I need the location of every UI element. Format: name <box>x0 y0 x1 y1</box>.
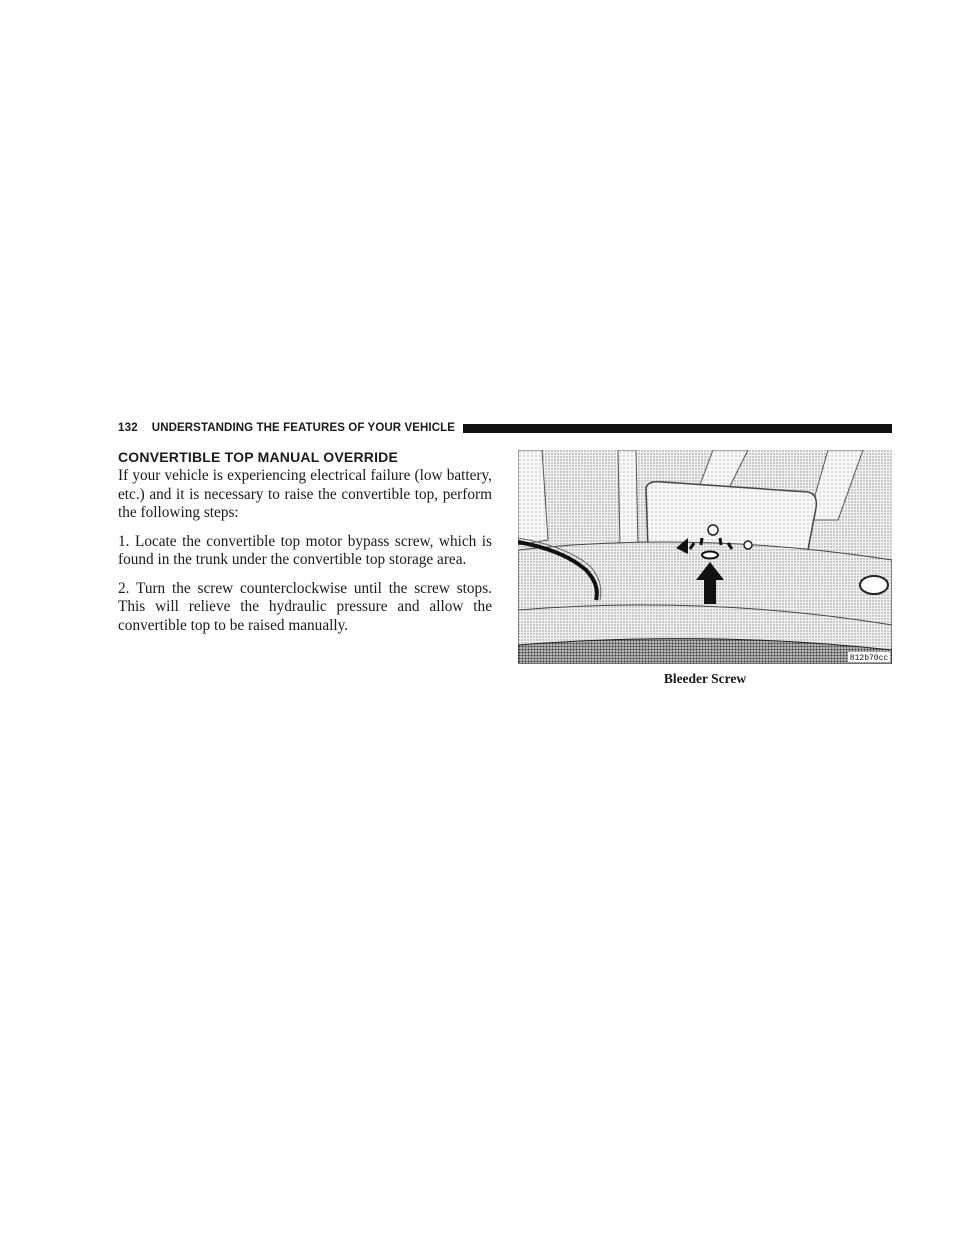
body-text-column <box>118 449 492 645</box>
header-rule <box>463 424 892 433</box>
running-head: UNDERSTANDING THE FEATURES OF YOUR VEHICLE <box>151 422 456 434</box>
step-1-paragraph: 1. Locate the convertible top motor bypass screw, which is found in the trunk under the convertible top storage area. <box>118 532 492 568</box>
section-title: CONVERTIBLE TOP MANUAL OVERRIDE <box>118 449 399 465</box>
page-number: 132 <box>118 422 138 434</box>
figure-caption: Bleeder Screw <box>663 671 747 686</box>
page-header <box>118 420 892 436</box>
figure-code: 812b70cc <box>849 654 889 663</box>
intro-paragraph: If your vehicle is experiencing electrical failure (low battery, etc.) and it is necessary to raise the convertible top, perform the following steps: <box>118 467 492 521</box>
step-2-paragraph: 2. Turn the screw counterclockwise until the screw stops. This will relieve the hydraulic pressure and allow the convertible top to be raised manually. <box>118 579 492 634</box>
bleeder-screw-illustration <box>518 450 892 664</box>
